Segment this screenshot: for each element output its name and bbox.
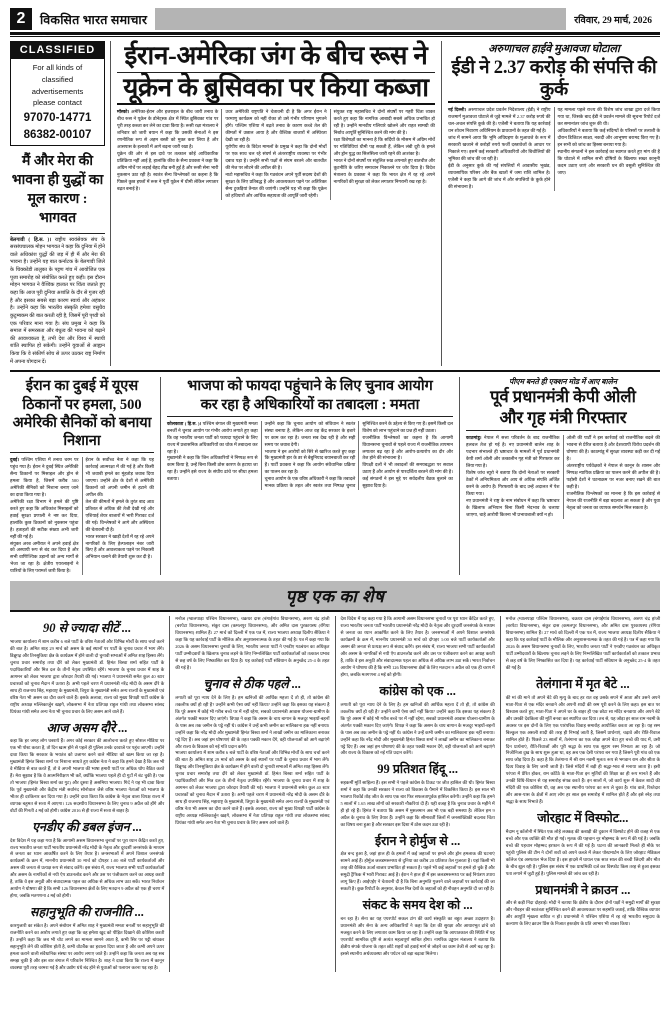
- masthead: [10, 8, 660, 30]
- classified-phone-1: 97070-14771: [23, 112, 92, 125]
- jump-heading[interactable]: 99 प्रतिशत हिंदू ...: [377, 762, 459, 777]
- right-para-text: अरुणाचल प्रदेश प्रवर्तन निदेशालय (ईडी) ने राष्ट्रीय राजमार्ग मुआवजा घोटाले से जुड़े मामले में 2.37 करोड़ रुपये की चल-अचल संपत्ति कुर्क की है। एजेंसी ने बताया कि यह कार्रवाई धन शोधन निवारण अधिनियम के प्रावधानों के तहत की गई है।: [448, 107, 551, 134]
- mid-left-para: भारत सरकार ने खाड़ी देशों में रह रहे अपने नागरिकों के लिए हेल्पलाइन नंबर जारी किए हैं और आवश्यकता पड़ने पर निकासी अभियान चलाने की तैयारी शुरू कर दी है।: [85, 533, 154, 560]
- jump-body: क्षेत्र बन्द हुआ है, जहां हाल ही के हमलों में कई जहाजों पर हमले और ड्रोन हमलाक की घटनाएं सामने आई हैं। होर्मुज जलडमरूमध्य से दुनिया का करीब 20 प्रतिशत तेल गुजरता है। यहां किसी भी तरह की वैश्विक ऊर्जा बाजार प्रभावित हो सकता है। पहले भी कई जहाजों पर हमले हो चुके हैं और समुद्री ट्रैफिक में भारी गिरावट आई है। ईरान ने हाल ही में इस जलडमरूमध्य पर कई नियंत्रण उपाय लागू किए हैं। आईएईए ने चेतावनी दी है कि बिना अनुमति गुजरने वाले जहाजों पर कार्रवाई की जा सकती है। कुछ रिपोर्टों के अनुसार, केवल मित्र देशों के जहाजों को ही नौवहन अनुमति दी जा रही है।: [340, 851, 495, 892]
- lead-para: रक्षा विशेषज्ञों का मानना है कि सर्दियों के मौसम में अग्रिम मोर्चे पर गतिविधियां धीमी पड़ सकती हैं, लेकिन लंबी दूरी के हमले और ड्रोन युद्ध का सिलसिला जारी रहने की आशंका है।: [333, 137, 435, 157]
- mid-left-para: ईरान के सर्वोच्च नेता ने कहा कि यह कार्रवाई आत्मरक्षा में की गई है और किसी भी जवाबी हमले का मुंहतोड़ जवाब दिया जाएगा। उन्होंने क्षेत्र के देशों से अमेरिकी ठिकानों को अपनी जमीन से हटाने की अपील की।: [85, 456, 154, 497]
- mid-center-para: उन्होंने कहा कि चुनाव आयोग को संविधान ने स्वतंत्र संस्था बनाया है, लेकिन आज वह केंद्र सरकार के इशारे पर काम कर रहा है। जनता सब देख रही है और सही समय पर जवाब देगी।: [264, 420, 356, 447]
- mid-right-para: [466, 435, 560, 470]
- jump-column-4: [501, 616, 660, 971]
- jump-body: की मां की माने तो अपने बेटे की मृत्यु के बाद हर रात वह उसके सपने में आता और उसने अपने माता-पिता से एक मंदिर बनवाने और अपनी शादी की रस्म पूरी करने के लिए कहा। इस बात पर विश्वास करते हुए, माता-पिता ने अपने घर के बाहर ही एक छोटा सा मंदिर बनवाया और अपने बेटे और उसकी देवकिला की मूर्ति बनवा कर स्थापित कर दिया। तब से, यह जोड़ा हर साल राम नवमी के अवसर पर इस दोनों के लिए एक पारंपरिक विवाह समारोह आयोजित करता आ रहा है। यह रस्म बिल्कुल एक असली शादी की तरह ही निभाई जाती है, जिसमें प्रार्थनाएं, चढ़ावे और रीति-रिवाज शामिल होते हैं। पिछले 23 सालों में, तेलंगाना का एक जोड़ा अपने बेटा हुए बच्चे की याद में, उसी दिन प्रार्थनाएं, रीति-रिवाजों और पूरी श्रद्धा के साथ एक सुहाग रस्म निभाता आ रहा है। जो निजीनिजा दुख के साथ शुरू हुआ था, वह अब एक देसी परंपरा बन गया है जिसने पूरी गांव को एक साथ जोड़ दिया है। कहा है कि तेलंगाना में श्री राम नवमी मूलतः रूप से भगवान राम और सीता के दिव्य विवाह के लिए जानी जाती है। जिसे मंदिरों में बड़ी ही श्रद्धा-भाव से मनाया जाता है। इसी परंपरा में प्रेरित होकर, राम कोटैठे के माता-पिता इन मूर्तियों की शिक्षा का ही रूप मानते हैं और उनकी विधि-विधान से यह समारोह संपन्न करते हैं। इन सालों में, जो कार्य शुरू में केवल शादी की मंदिरी की एक कोशिश थी, वह अब एक स्थानीय परंपरा का रूप ले चुका है। गांव वाले, रिश्तेदार और आस-पास के क्षेत्रों में आए लोग हर साल इस समारोह में शामिल होते हैं और इसे स्नेह तथा श्रद्धा के साथ निभाते हैं।: [505, 694, 660, 805]
- classified-line-4: please contact: [33, 98, 82, 108]
- classified-column: [10, 41, 110, 366]
- right-headline-rule: [448, 101, 660, 103]
- sidebar-story-body: [10, 237, 105, 367]
- right-story-column: [442, 41, 660, 366]
- lead-para-text: अमेरिका-ईरान और इजराइल के बीच जारी तनाव के बीच रूस ने यूक्रेन के डोनेट्स्क क्षेत्र में स्थित ब्रुसिवका गांव पर पूरी तरह कब्जा कर लेने का दावा किया है। रूसी रक्षा मंत्रालय ने शनिवार को जारी बयान में कहा कि उसकी सेनाओं ने इस रणनीतिक रूप से अहम बस्ती को मुक्त करा लिया है और आसपास के इलाकों में आगे बढ़ना जारी रखा है।: [117, 109, 219, 150]
- jump-heading[interactable]: जोरहाट में विस्फोट...: [537, 811, 629, 826]
- classified-line-1: For all kinds of: [32, 63, 83, 72]
- jump-heading[interactable]: तेलंगाना में मृत बेटे ...: [536, 677, 630, 692]
- mid-center-para: मुख्यमंत्री ने कहा कि जिन अधिकारियों ने निष्पक्ष रूप से काम किया है, उन्हें बिना किसी ठोस कारण के हटाया जा रहा है। उन्होंने इसे राज्य के संघीय ढांचे पर सीधा हमला बताया।: [167, 455, 258, 482]
- masthead-rule-thin: [10, 36, 660, 37]
- sidebar-story-text: राष्ट्रीय स्वयंसेवक संघ के सरसंघचालक मोहन भागवत ने कहा कि दुनिया में होने वाले अधिकांश युद्धों की जड़ में ही मैं और मेरा की भावना है। उन्होंने यह बात कर्नाटक के बेलगावी जिले के चिक्कोडी तालुका के पट्टण गांव में आयोजित एक पूजा समारोह को संबोधित करते हुए कही। इस दौरान मोहन भागवत ने वैश्विक हालात पर चिंता जताते हुए कहा कि आज पूरी दुनिया अशांति के दौर से गुजर रही है और इसका सबसे बड़ा कारण स्वार्थ और अहंकार है। उन्होंने कहा कि भारतीय संस्कृति हमेशा वसुधैव कुटुम्बकम की बात करती रही है, जिसमें पूरी पृथ्वी को एक परिवार माना गया है। संघ प्रमुख ने कहा कि समाज में समरसता और बंधुत्व की भावना को बढ़ाने की आवश्यकता है, तभी देश और विश्व में स्थायी शांति स्थापित हो सकेगी। उन्होंने युवाओं से आह्वान किया कि वे संकीर्ण सोच से ऊपर उठकर राष्ट्र निर्माण में अपना योगदान दें।: [10, 236, 105, 365]
- jump-heading[interactable]: प्रधानमंत्री ने क्राउन ...: [535, 882, 631, 897]
- mid-left-headline[interactable]: ईरान का दुबई में यूएस ठिकानों पर हमला, 500 अमेरिकी सैनिकों को बनाया निशाना: [12, 378, 152, 449]
- mid-right-headline-line-2[interactable]: और गृह मंत्री गिरफ्तार: [499, 407, 627, 427]
- mid-center-column: [161, 377, 459, 575]
- mid-right-para: अंतरराष्ट्रीय पर्यवेक्षकों ने नेपाल से कानून के शासन और निष्पक्ष न्यायिक प्रक्रिया का पालन करने की अपील की है। पड़ोसी देशों ने घटनाक्रम पर नजर बनाए रखने की बात कही है।: [566, 463, 660, 490]
- publication-title: विकसित भारत समाचार: [32, 8, 155, 30]
- mid-right-para-text: नेपाल में सत्ता परिवर्तन के बाद राजनीतिक हलचल तेज हो गई है। नए प्रधानमंत्री बालेन शाह के पदभार संभालते ही भ्रष्टाचार के मामलों में पूर्व प्रधानमंत्री केपी शर्मा ओली और तत्कालीन गृह मंत्री को गिरफ्तार कर लिया गया है।: [466, 435, 560, 469]
- mid-right-rule: [466, 430, 660, 431]
- jump-heading[interactable]: एनडीए की डबल इंजन ...: [32, 819, 143, 834]
- right-para: स्थानीय संगठनों ने इस कार्रवाई का स्वागत करते हुए मांग की है कि घोटाले में शामिल सभी दोषियों के खिलाफ सख्त कानूनी कदम उठाए जाएं और सरकारी धन की वसूली सुनिश्चित की जाए।: [557, 149, 660, 176]
- lead-para: संयुक्त राष्ट्र महासचिव ने दोनों संघर्षों पर गहरी चिंता व्यक्त करते हुए कहा कि नागरिक आबादी सबसे अधिक प्रभावित हो रही है। उन्होंने मानवीय गलियारे खोलने और राहत सामग्री की निर्बाध आपूर्ति सुनिश्चित करने की मांग की है।: [333, 109, 435, 136]
- right-para: यह मामला पहले राज्य की विशेष जांच शाखा द्वारा दर्ज किया गया था, जिसके बाद ईडी ने प्रवर्तन मामले की सूचना रिपोर्ट दर्ज कर समानांतर जांच शुरू की थी।: [557, 107, 660, 127]
- mid-center-headline-line-1[interactable]: भाजपा को फायदा पहुंचाने के लिए चुनाव आयोग: [187, 378, 433, 395]
- mid-section: [10, 377, 660, 575]
- mid-center-para: विपक्षी दलों ने भी तबादलों की समयबद्धता पर सवाल उठाए हैं और आयोग से पारदर्शिता बरतने की मांग की है। कई संगठनों ने इस मुद्दे पर सर्वदलीय बैठक बुलाने का सुझाव दिया है।: [362, 462, 453, 489]
- jump-section: [10, 616, 660, 971]
- mid-left-para: तेल की कीमतों में हमले के तुरंत बाद आठ प्रतिशत से अधिक की तेजी देखी गई और एशियाई शेयर बाजारों में भारी गिरावट दर्ज की गई। विश्लेषकों ने आगे और अस्थिरता की चेतावनी दी है।: [85, 498, 154, 532]
- mid-right-para: नए प्रधानमंत्री ने राष्ट्र के नाम संबोधन में कहा कि भ्रष्टाचार के खिलाफ अभियान बिना किसी भेदभाव के चलाया जाएगा, चाहे आरोपी कितना भी प्रभावशाली क्यों न हो।: [466, 498, 560, 517]
- mid-left-para: संयुक्त अरब अमीरात ने अपने हवाई क्षेत्र को अस्थायी रूप से बंद कर दिया है और सभी वाणिज्यिक उड़ानों को अन्य मार्गों से भेजा जा रहा है। क्षेत्रीय एयरलाइनों ने यात्रियों के लिए परामर्श जारी किया है।: [10, 540, 79, 574]
- jump-heading[interactable]: 90 से ज्यादा सीटें ...: [42, 621, 132, 636]
- jump-body: देश विदेश में यह कहा गया है कि आगामी असम विधानसभा चुनावों पर पूरा ध्यान केंद्रित करते हुए, राज्य भारतीय जनता पार्टी भारतीय प्रधानमंत्री नरेंद्र मोदी के नेतृत्व और दूरदर्शी जनसंपर्क के माध्यम से जनता का ध्यान आकर्षित करने के लिए तैयार है। जनसभाओं में अपने विशाल जनसंपर्क कार्यक्रमों के क्रम में, माननीय प्रधानमंत्री 30 मार्च को दोपहर 1:00 बजे पार्टी कार्यकर्ताओं और असम की जनता से प्रत्यक्ष रूप से संवाद करेंगे। इस संबंध में, राज्य भाजपा सभी पार्टी कार्यकर्ताओं और असम के नागरिकों से नयी ऐप डाउनलोड करने और उस पर पंजीकरण करने का आग्रह करती है, ताकि वे इस अनूठी और संवादात्मक पहल का अधिक से अधिक लाभ उठा सकें। भारत निर्वाचन आयोग ने घोषणा की है कि सभी 126 विधानसभा क्षेत्रों के लिए मतदान 9 अप्रैल को एक ही चरण में होगा, जबकि मतगणना 4 मई को होगी।: [10, 837, 165, 899]
- jump-body: कारगुजारी का संकेत है। अपने संबोधन में अमित शाह ने मुख्यमंत्री ममता बनर्जी पर सहानुभूति की राजनीति करने का आरोप लगाते हुए कहा कि वह हमेशा खुद को पीड़ित दिखाने की कोशिश करती हैं। उन्होंने कहा कि जब भी चोट लगने का मामला सामने आता है, कभी सिर पर पट्टी बांधकर सहानुभूति लेने की कोशिश होती है, कभी वोटबैंक का हवाला दिया जाता है और कभी अपने ऊपर हमला कराने वाली संवैधानिक संस्था पर आरोप लगाए जाते हैं। उन्होंने कहा कि जनता अब यह सब समझ चुकी है और इस बार बंगाल में परिवर्तन निश्चित है। शाह ने दावा किया कि राज्य में कानून व्यवस्था पूरी तरह चरमरा गई है और उद्योग धंधे बंद होने से युवाओं को पलायन करना पड़ रहा है।: [10, 922, 165, 970]
- mid-center-headline-line-2[interactable]: कर रहा है अधिकारियों का तबादला : ममता: [200, 396, 420, 413]
- jump-body: और से कड़ी निंदा दोहराई। मोदी ने बताया कि क्षेत्रीय के दौरान दोनों पक्षों ने समुद्री मार्गों की सुरक्षा और नौवहन की स्वतंत्रता सुनिश्चित करने की आवश्यकता पर सहमति जताई, ताकि वैश्विक व्यापार और आपूर्ति शृंखला बाधित न हो। प्रधानमंत्री ने पश्चिम एशिया में रह रहे भारतीय समुदाय के कल्याण के लिए क्राउन प्रिंस के निजात हस्तक्षेप के प्रति आभार भी व्यक्त किया।: [505, 900, 660, 927]
- mid-left-rule: [10, 452, 154, 453]
- jump-body: सहकर्मी मूर्ति साहिल्य हैं। इस सभी ने पहले कांग्रेस के टिकट पर जीत हासिल की थी। हिमंत बिस्वा शर्मा ने कहा कि उनकी सरकार ने राज्य को विकास के पैमाने में विकसित किया है। इस साल भी भाजपा रिकॉर्ड तोड़ जीत के साथ एक बार फिर सफलतापूर्वक हासिल करेगी। उन्होंने कहा कि हमने 5 सालों में 1.65 लाख लोगों को सरकारी नौकरियां दी हैं। यही वजह है कि चुनाव प्रचार के महीने में ही हो रहे हैं। हिमंत ने बताया कि असम में मुसलमान अब भी एक बड़ी समस्या है। लेकिन हम 9 अप्रैल के चुनाव के लिए तैयार हैं। उन्होंने कहा कि सीमावर्ती जिलों में जनसांख्यिकी बदलाव चिंता का विषय बना हुआ है और सरकार इस दिशा में ठोस कदम उठा रही है।: [340, 780, 495, 827]
- right-story-kicker: अरुणाचल हाईवे मुआवजा घोटाला: [488, 43, 620, 55]
- sidebar-divider: [10, 233, 105, 234]
- top-section: [10, 41, 660, 366]
- jump-heading[interactable]: चुनाव से ठीक पहले ...: [203, 677, 302, 692]
- jump-heading[interactable]: आज असम दौरे ...: [46, 720, 128, 735]
- mid-left-column: [10, 377, 160, 575]
- mid-center-para: [167, 421, 258, 456]
- mid-right-para: ओली की पार्टी ने इस कार्रवाई को राजनीतिक बदले की भावना से प्रेरित बताया है और देशव्यापी विरोध प्रदर्शन की घोषणा की है। काठमांडू में सुरक्षा व्यवस्था कड़ी कर दी गई है।: [566, 435, 660, 462]
- sidebar-story-dateline: बेलगावी ( हि.स. )।: [10, 236, 52, 243]
- jump-banner-rule: [10, 610, 660, 612]
- jump-column-3: [336, 616, 500, 971]
- mid-center-para: राजनीतिक विश्लेषकों का कहना है कि आगामी विधानसभा चुनावों से पहले राज्य में राजनीतिक तापमान लगातार बढ़ रहा है और आरोप-प्रत्यारोप का दौर और तेज होने की संभावना है।: [362, 434, 453, 461]
- mid-right-dateline: काठमांडू।: [466, 435, 482, 441]
- jump-heading[interactable]: सहानुभूति की राजनीति ...: [30, 905, 145, 920]
- mid-left-para: अमेरिकी रक्षा विभाग ने हमले की पुष्टि करते हुए कहा कि अधिकांश मिसाइलों को हवाई सुरक्षा प्रणाली ने नष्ट कर दिया, हालांकि कुछ ठिकानों को नुकसान पहुंचा है। हताहतों की सटीक संख्या अभी जारी नहीं की गई है।: [10, 498, 79, 539]
- lead-para: यूक्रेन की ओर से इस दावे पर तत्काल कोई आधिकारिक प्रतिक्रिया नहीं आई है, हालांकि कीव के सैन्य प्रवक्ता ने कहा कि अग्रिम मोर्चे पर लड़ाई बेहद तीव्र बनी हुई है और रूसी सेना भारी नुकसान उठा रही है। स्वतंत्र सैन्य विश्लेषकों का कहना है कि पिछले कुछ हफ्तों में रूस ने पूर्वी यूक्रेन में धीमी लेकिन लगातार बढ़त बनाई है।: [117, 151, 219, 191]
- jump-body: लगाती को पूरा न्याय देने के लिए है। हम खनिजों की आर्थिक महत्ता दें तो ही, तो कांग्रेस की तकलीफ क्यों हो रही है? उन्होंने कभी ऐसा क्यों नहीं किया? उन्होंने कहा कि इसका यह संकल्प है कि पूरे असम में कोई भी गरीब बच्चे पर में नहीं रहेगा, सबको प्रधानमंत्री आवास योजना-ग्रामीण के अंतर्गत पक्की मकान दिए जाएंगे। विपक्ष ने कहा कि असम के चाय बागान के मजदूर भाइयों-बहनों के पास अब तक जमीन के पट्टे नहीं थे। कांग्रेस ने उन्हें कभी जमीन का मालिकाना हक नहीं बनाया। उन्होंने कहा कि नरेंद्र मोदी और मुख्यमंत्री हिमंत बिस्वा शर्मा ने लाखों जमीन का मालिकाना बनाकर पट्टे दिए हैं। अब जहां हम घोषणाएं की के तहत पक्की मकान देंगे, वही योजनाओं को आगे बढ़ाएंगे और राज्य के विकास को नई गति प्रदान करेंगे।: [175, 694, 330, 749]
- classified-phone-2: 86382-00107: [23, 129, 92, 141]
- mid-right-column: [460, 377, 660, 575]
- lead-para: नाटो महासचिव ने कहा कि गठबंधन अपने पूर्वी सदस्य देशों की सुरक्षा के लिए प्रतिबद्ध है और आवश्यकता पड़ने पर अतिरिक्त सैन्य टुकड़ियां तैनात की जाएंगी। उन्होंने यह भी कहा कि यूक्रेन को हथियारों और आर्थिक सहायता की आपूर्ति जारी रहेगी।: [225, 172, 327, 198]
- right-para: [448, 107, 551, 135]
- lead-dateline: मॉस्को।: [117, 109, 130, 115]
- mid-center-body: [167, 421, 453, 491]
- sidebar-story-headline[interactable]: मैं और मेरा की भावना ही युद्धों का मूल कारण : भागवत: [11, 153, 104, 226]
- lead-para: यूरोपीय संघ के विदेश मामलों के प्रमुख ने कहा कि दोनों मोर्चों पर एक साथ चल रहे संघर्ष से अंतरराष्ट्रीय व्यवस्था पर गंभीर दबाव पड़ा है। उन्होंने सभी पक्षों से संयम बरतने और बातचीत की मेज पर लौटने की अपील की है।: [225, 144, 327, 171]
- jump-column-1: [10, 616, 169, 971]
- mid-center-para-text: पश्चिम बंगाल की मुख्यमंत्री ममता बनर्जी ने चुनाव आयोग पर गंभीर आरोप लगाते हुए कहा कि वह भारतीय जनता पार्टी को फायदा पहुंचाने के लिए राज्य में प्रशासनिक अधिकारियों का थोक में तबादला कर रहा है।: [167, 420, 258, 454]
- mid-right-para: राजनीतिक विश्लेषकों का मानना है कि इस कार्रवाई से नेपाल की राजनीति में बड़ा बदलाव आ सकता है और युवा नेतृत्व को जनता का व्यापक समर्थन मिल सकता है।: [566, 491, 660, 510]
- jump-heading[interactable]: ईरान ने होर्मुज से ...: [374, 833, 461, 848]
- page-number: 2: [10, 8, 32, 30]
- mid-right-headline-line-1[interactable]: पूर्व प्रधानमंत्री केपी ओली: [490, 387, 636, 407]
- section-rule: [10, 370, 660, 372]
- lead-headline-rule-2: [117, 103, 435, 105]
- right-story-body: [448, 107, 660, 191]
- classified-line-3: advertisements: [31, 86, 84, 96]
- masthead-spacer: [155, 8, 566, 30]
- jump-body: देश विदेश में यह कहा गया है कि आगामी असम विधानसभा चुनावों पर पूरा ध्यान केंद्रित करते हुए, राज्य भारतीय जनता पार्टी भारतीय प्रधानमंत्री नरेंद्र मोदी के नेतृत्व और दूरदर्शी जनसंपर्क के माध्यम से जनता का ध्यान आकर्षित करने के लिए तैयार है। जनसभाओं में अपने विशाल जनसंपर्क कार्यक्रमों के क्रम में, माननीय प्रधानमंत्री 30 मार्च को दोपहर 1:00 बजे पार्टी कार्यकर्ताओं और असम की जनता से प्रत्यक्ष रूप से संवाद करेंगे। इस संबंध में, राज्य भाजपा सभी पार्टी कार्यकर्ताओं और असम के नागरिकों से नयी ऐप डाउनलोड करने और उस पर पंजीकरण करने का आग्रह करती है, ताकि वे इस अनूठी और संवादात्मक पहल का अधिक से अधिक लाभ उठा सकें। भारत निर्वाचन आयोग ने घोषणा की है कि सभी 126 विधानसभा क्षेत्रों के लिए मतदान 9 अप्रैल को एक ही चरण में होगा, जबकि मतगणना 4 मई को होगी।: [340, 616, 495, 678]
- mid-center-dateline: कोलकाता ( हि.स. )।: [167, 420, 202, 426]
- lead-para: [117, 109, 218, 151]
- mid-right-kicker: पीएम बनते ही एक्शन मोड में आए बालेन: [509, 377, 617, 387]
- lead-headline-line-2[interactable]: यूक्रेन के ब्रुसिवका पर किया कब्जा: [123, 72, 429, 102]
- jump-body: मनोज (ग्वालपाड़ा पश्चिम विधानसभा), चक्रधर दास (बंगाईगांव विधानसभा), अरुण चंद्र हांजी (बरपेटा विधानसभा), संकुर दास (कमलपुर विधानसभा), और अमित दास पुरकायस्थ (रंगिया विधानसभा) शामिल हैं। 27 मार्च को दिल्ली में एक पत्र में, राज्य भाजपा अध्यक्ष दिलीप सैकिया ने कहा कि यह कार्रवाई पार्टी के मौलिक और अनुशासनात्मक के तहत की गई है। पत्र में कहा गया कि 2026 के असम विधानसभा चुनावों के लिए, भारतीय जनता पार्टी ने एनडीए गठबंधन का अधिकृत पार्टी उम्मीदवारों के खिलाफ चुनाव लड़ने के लिए निम्नलिखित पार्टी कार्यकर्ताओं को तत्काल प्रभाव से छह वर्ष के लिए निष्कासित कर दिया है। यह कार्रवाई पार्टी संविधान के अनुच्छेद 25-4 के तहत की गई है।: [175, 616, 330, 671]
- lead-story-column: [111, 41, 441, 366]
- jump-body: लगाती को पूरा न्याय देने के लिए है। हम खनिजों की आर्थिक महत्ता दें तो ही, तो कांग्रेस की तकलीफ क्यों हो रही है? उन्होंने कभी ऐसा क्यों नहीं किया? उन्होंने कहा कि इसका यह संकल्प है कि पूरे असम में कोई भी गरीब बच्चे पर में नहीं रहेगा, सबको प्रधानमंत्री आवास योजना-ग्रामीण के अंतर्गत पक्की मकान दिए जाएंगे। विपक्ष ने कहा कि असम के चाय बागान के मजदूर भाइयों-बहनों के पास अब तक जमीन के पट्टे नहीं थे। कांग्रेस ने उन्हें कभी जमीन का मालिकाना हक नहीं बनाया। उन्होंने कहा कि नरेंद्र मोदी और मुख्यमंत्री हिमंत बिस्वा शर्मा ने लाखों जमीन का मालिकाना बनाकर पट्टे दिए हैं। अब जहां हम घोषणाएं की के तहत पक्की मकान देंगे, वही योजनाओं को आगे बढ़ाएंगे और राज्य के विकास को नई गति प्रदान करेंगे।: [340, 701, 495, 756]
- mid-left-body: [10, 457, 154, 575]
- right-para: ईडी के अनुसार कुर्क की गई संपत्तियों में आवासीय भूखंड, व्यावसायिक परिसर और बैंक खातों में जमा राशि शामिल है। एजेंसी ने कहा कि आगे की जांच में और संपत्तियों के कुर्क होने की संभावना है।: [448, 163, 551, 190]
- classified-badge: CLASSIFIED: [10, 41, 105, 59]
- jump-body: भाजपा कार्यालय में शाम करीब 6 बजे पार्टी के वरिष्ठ नेताओं और विभिन्न मोर्चों के साथ चर्चा करने की बात है। अमित शाह 29 मार्च को असम के कई स्थानों पर पार्टी के चुनाव प्रचार में भाग लेंगे। डिब्रूगढ़ और तिनसुकिया क्षेत्र के कार्यक्रम में होने वाली दो चुनावी सभाओं में अमित शाह हिस्सा लेंगे। चुनाव प्रचार समारोह तथा दौरे को लेकर मुख्यमंत्री डॉ. हिमंत बिस्वा शर्मा सहित पार्टी के पदाधिकारियों और मित्र दल के तीनों नेतृत्व उपस्थित रहेंगे। भाजपा के चुनाव प्रचार में शाह के आगमन को लेकर भाजपा द्वारा जोरदार तैयारी की गई। भाजपा ने प्रधानमंत्री समेत कुल 40 स्टार प्रचारकों को चुनाव मैदान में उतारा है। अभी पहले चरण में प्रधानमंत्री नरेंद्र मोदी के असम दौरे के साथ ही राजनाथ सिंह, महाराष्ट्र के मुख्यमंत्री, त्रिपुरा के मुख्यमंत्री समेत अन्य राज्यों के मुख्यमंत्री एवं वरिष्ठ नेता भी असम का दौरा करने वाले हैं। इसके अलावा, राज्य को मुख्य विपक्षी पार्टी कांग्रेस के राष्ट्रीय अध्यक्ष मल्लिकार्जुन खड़गे, लोकसभा में नेता प्रतिपक्ष राहुल गांधी तथा लोकसभा सांसद प्रियंका गांधी समेत अन्य नेता भी चुनाव प्रचार के लिए असम आने वाले हैं।: [175, 750, 330, 826]
- lead-para: भारत ने दोनों संघर्षों पर संतुलित रुख अपनाते हुए बातचीत और कूटनीति के जरिए समाधान निकालने पर जोर दिया है। विदेश मंत्रालय के प्रवक्ता ने कहा कि भारत क्षेत्र में रह रहे अपने नागरिकों की सुरक्षा को लेकर लगातार निगरानी रख रहा है।: [333, 158, 435, 185]
- jump-heading[interactable]: कांग्रेस को एक ...: [379, 684, 456, 699]
- right-para: अधिकारियों ने बताया कि कई संदिग्धों के परिसरों पर तलाशी के दौरान डिजिटल साक्ष्य, नकदी और आभूषण बरामद किए गए हैं। इन सभी को जांच का हिस्सा बनाया गया है।: [557, 128, 660, 148]
- jump-body: मैदाम नू कॉलोनी में स्थित एक लोहे लक्कड़ की कबाड़ी की दुकान में विस्फोट होने की वजह से एक बच्चे और एक व्यक्ति की मौत हो गई। मृतक की पहचान नूर मोहम्मद के रूप में की गई है। जबकि बच्चे की पहचान मोहम्मद इरफान के रूप में की गई है। घटना की जानकारी मिलते ही मौके पर पहुंची पुलिस की टीम ने दोनों शवों को अपने कब्जे में लेकर पोस्टमार्टम के लिए जोरहाट मेडिकल कॉलेज एंड अस्पताल भेज दिया है। इस हादसे में घायल एक सात साल की बच्ची जिंदगी और मौत के बीच झूल रही है। पुलिस इस संबंध में एक प्राथमिकी दर्ज कर विस्फोट किस तरह से हुआ इसका पता लगाने में जुटी हुई है। पुलिस मामले की जांच कर रही है।: [505, 828, 660, 876]
- jump-column-2: [170, 616, 334, 971]
- jump-body: भाजपा कार्यालय में शाम करीब 6 बजे पार्टी के वरिष्ठ नेताओं और विभिन्न मोर्चों के साथ चर्चा करने की बात है। अमित शाह 29 मार्च को असम के कई स्थानों पर पार्टी के चुनाव प्रचार में भाग लेंगे। डिब्रूगढ़ और तिनसुकिया क्षेत्र के कार्यक्रम में होने वाली दो चुनावी सभाओं में अमित शाह हिस्सा लेंगे। चुनाव प्रचार समारोह तथा दौरे को लेकर मुख्यमंत्री डॉ. हिमंत बिस्वा शर्मा सहित पार्टी के पदाधिकारियों और मित्र दल के तीनों नेतृत्व उपस्थित रहेंगे। भाजपा के चुनाव प्रचार में शाह के आगमन को लेकर भाजपा द्वारा जोरदार तैयारी की गई। भाजपा ने प्रधानमंत्री समेत कुल 40 स्टार प्रचारकों को चुनाव मैदान में उतारा है। अभी पहले चरण में प्रधानमंत्री नरेंद्र मोदी के असम दौरे के साथ ही राजनाथ सिंह, महाराष्ट्र के मुख्यमंत्री, त्रिपुरा के मुख्यमंत्री समेत अन्य राज्यों के मुख्यमंत्री एवं वरिष्ठ नेता भी असम का दौरा करने वाले हैं। इसके अलावा, राज्य को मुख्य विपक्षी पार्टी कांग्रेस के राष्ट्रीय अध्यक्ष मल्लिकार्जुन खड़गे, लोकसभा में नेता प्रतिपक्ष राहुल गांधी तथा लोकसभा सांसद प्रियंका गांधी समेत अन्य नेता भी चुनाव प्रचार के लिए असम आने वाले हैं।: [10, 638, 165, 714]
- jump-heading[interactable]: संकट के समय देश को ...: [362, 898, 473, 913]
- mid-center-rule: [167, 416, 453, 417]
- lead-para: उधर अमेरिकी राष्ट्रपति ने चेतावनी दी है कि अगर ईरान ने परमाणु कार्यक्रम को नहीं रोका तो उसे गंभीर परिणाम भुगतने होंगे। पश्चिम एशिया में बढ़ते तनाव के कारण कच्चे तेल की कीमतों में उछाल आया है और वैश्विक बाजारों में अस्थिरता देखी जा रही है।: [225, 109, 327, 143]
- lead-story-body: [117, 109, 435, 200]
- classified-advert[interactable]: [10, 59, 105, 146]
- mid-left-para: [10, 457, 79, 499]
- mid-left-para-text: पश्चिम एशिया में तनाव चरम पर पहुंच गया है। ईरान ने दुबई स्थित अमेरिकी सैन्य ठिकानों पर मिसाइल और ड्रोन से हमला किया है, जिसमें करीब 500 अमेरिकी सैनिकों को निशाना बनाए जाने का दावा किया गया है।: [10, 456, 79, 497]
- publication-date: रविवार, 29 मार्च, 2026: [566, 8, 660, 30]
- mid-center-para: भाजपा ने इन आरोपों को सिरे से खारिज करते हुए कहा कि मुख्यमंत्री हार के डर से बेबुनियाद बयानबाजी कर रही हैं। पार्टी प्रवक्ता ने कहा कि आयोग संवैधानिक प्रक्रिया का पालन कर रहा है।: [264, 448, 356, 475]
- right-para: जांच में सामने आया कि भूमि अधिग्रहण के मुआवजे के रूप में सरकारी खजाने से करोड़ों रुपये फर्जी दस्तावेजों के आधार पर निकाले गए। इसमें कई सरकारी अधिकारियों और बिचौलियों की भूमिका की जांच की जा रही है।: [448, 135, 551, 162]
- mid-right-body: [466, 435, 660, 519]
- right-story-headline[interactable]: ईडी ने 2.37 करोड़ की संपत्ति की कुर्क: [451, 58, 657, 101]
- masthead-rule: [10, 32, 660, 35]
- jump-body: बन रहा है। सेना का यह एयरपोर्ट सकल टांग की कार्य संस्कृति का बहुत अच्छा उदाहरण है। प्रधानमंत्री और सेना के अन्य अधिकारियों ने कहा कि देश की सुरक्षा और आधारभूत ढांचे को मजबूत करने के लिए लगातार काम किया जा रहा है। उन्होंने कहा कि आपातकाल की स्थिति में यह एयरपोर्ट सामरिक दृष्टि से अत्यंत महत्वपूर्ण साबित होगा। नागरिक उड्डयन मंत्रालय ने बताया कि क्षेत्रीय संपर्क योजना के तहत छोटे शहरों को हवाई मार्ग से जोड़ने का काम तेजी से आगे बढ़ रहा है। इससे स्थानीय अर्थव्यवस्था और पर्यटन को बड़ा बढ़ावा मिलेगा।: [340, 915, 495, 956]
- right-dateline: नई दिल्ली।: [448, 107, 467, 113]
- lead-headline-line-1[interactable]: ईरान-अमेरिका जंग के बीच रूस ने: [124, 41, 428, 70]
- jump-body: मनोज (ग्वालपाड़ा पश्चिम विधानसभा), चक्रधर दास (बंगाईगांव विधानसभा), अरुण चंद्र हांजी (बरपेटा विधानसभा), संकुर दास (कमलपुर विधानसभा), और अमित दास पुरकायस्थ (रंगिया विधानसभा) शामिल हैं। 27 मार्च को दिल्ली में एक पत्र में, राज्य भाजपा अध्यक्ष दिलीप सैकिया ने कहा कि यह कार्रवाई पार्टी के मौलिक और अनुशासनात्मक के तहत की गई है। पत्र में कहा गया कि 2026 के असम विधानसभा चुनावों के लिए, भारतीय जनता पार्टी ने एनडीए गठबंधन का अधिकृत पार्टी उम्मीदवारों के खिलाफ चुनाव लड़ने के लिए निम्नलिखित पार्टी कार्यकर्ताओं को तत्काल प्रभाव से छह वर्ष के लिए निष्कासित कर दिया है। यह कार्रवाई पार्टी संविधान के अनुच्छेद 25-4 के तहत की गई है।: [505, 616, 660, 671]
- mid-left-dateline: दुबई।: [10, 456, 20, 462]
- mid-right-para: विशेष जांच ब्यूरो ने बताया कि दोनों नेताओं पर सरकारी ठेकों में अनियमितता और आय से अधिक संपत्ति अर्जित करने के आरोप हैं। गिरफ्तारी के बाद उन्हें अदालत में पेश किया गया।: [466, 470, 560, 497]
- classified-line-2: classified: [41, 74, 74, 84]
- mid-center-para: चुनाव आयोग के एक वरिष्ठ अधिकारी ने कहा कि तबादले मानक प्रक्रिया के तहत और स्वतंत्र तथा निष्पक्ष चुनाव सुनिश्चित करने के उद्देश्य से किए गए हैं। इसमें किसी दल विशेष को लाभ पहुंचाने का प्रश्न ही नहीं उठता।: [264, 420, 453, 489]
- jump-section-banner: पृष्ठ एक का शेष: [10, 581, 660, 610]
- jump-body: कहा कि हर जगह लोग घबराये हैं। अगर कोई सरकार की आलोचना करते हुए सोशल मीडिया पर एक भी पोस्ट करता है, तो दिन खत्म होने से पहले ही पुलिस उनके दरवाजे पर पहुंच जाएगी। उन्होंने दावा किया कि सरकार के भयतंत्र को उजागर करने वाले मीडिया को खत्म किया जा रहा है। मुख्यमंत्री हिमंत बिस्वा शर्मा पर निशाना साधते हुए कांग्रेस नेता ने कहा कि हमने देखा है कि जब भी वे मीडिया से बात करते हैं, तो वे अपनी भाजपा की भाषा हमारी पार्टी पर अधिक थोप बैठित करते हैं। मेरा सुझाव है कि वे आत्मनिरीक्षण भी करें, क्योंकि भाजपा पहले ही दो गुटों में बंट चुकी है। एक तो भाजपा (हिमंत बिस्वा शर्मा का गुट) और दूसरा है असमिया भाजपा। गिर्द ने यह भी दावा किया कि पूर्व मुख्यमंत्री और केंद्रीय मंत्री सर्वानंद सोनोवाल जैसे वरिष्ठ भाजपा नेताओं को भाजपा के भीतर ही दरकिनार कर दिया गया है। उन्होंने दावा किया कि कांग्रेस के नेतृत्व वाला विपक्ष राज्य में व्यापक बहुमत से सत्ता में आएगा। 126 सदस्यीय विधानसभा के लिए चुनाव 9 अप्रैल को होंगे और वोटों की गिनती 4 मई को होगी। कांग्रेस 2016 से ही राज्य में सत्ता से बाहर है।: [10, 738, 165, 813]
